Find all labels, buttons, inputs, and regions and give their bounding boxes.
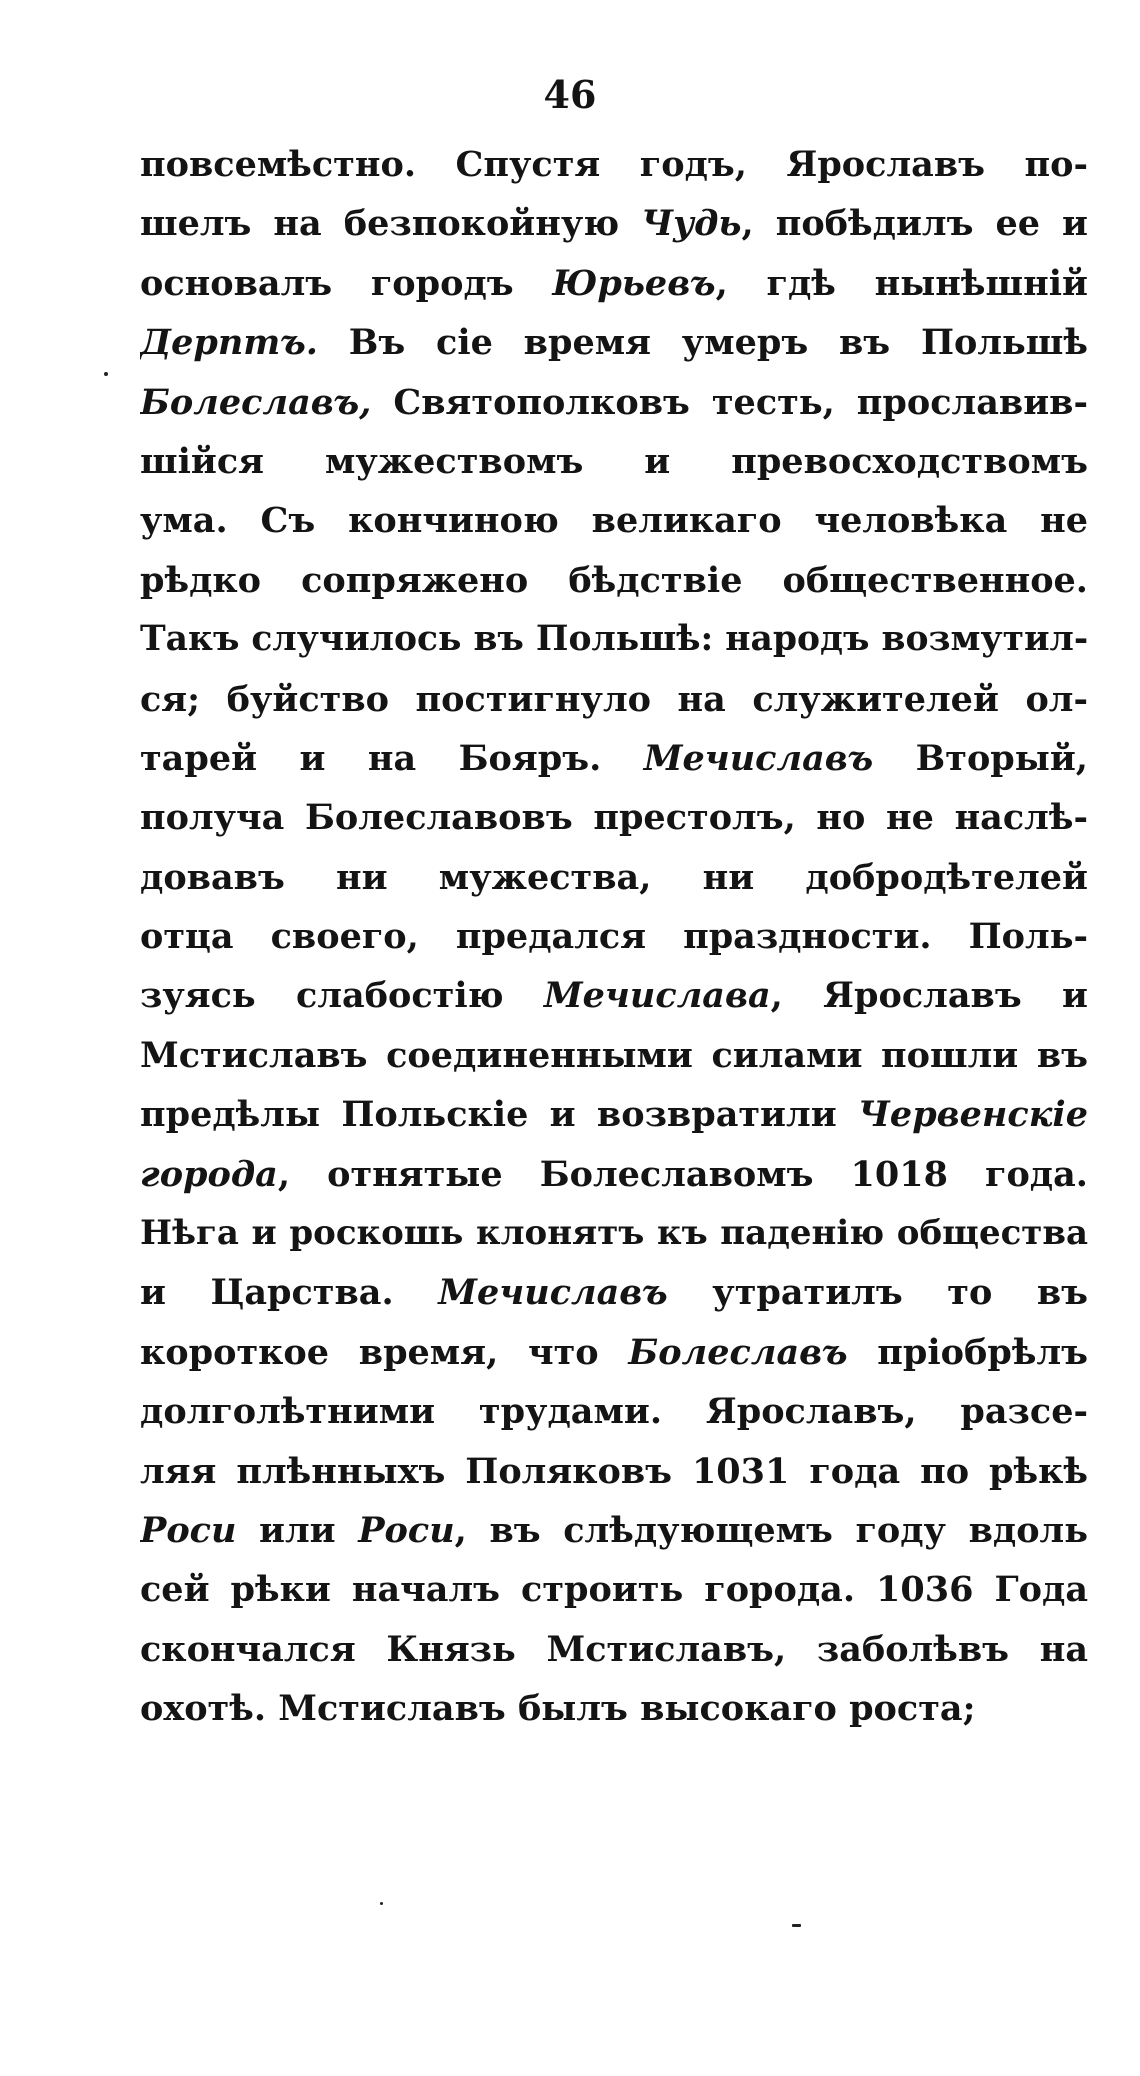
text-segment: скончался Князь Мстиславъ, заболѣвъ на <box>140 1628 1088 1670</box>
text-segment: или <box>236 1509 359 1551</box>
text-line <box>140 313 1088 372</box>
text-segment: Нѣга и роскошь клонятъ къ паденію общества <box>140 1213 1088 1254</box>
text-line <box>140 610 1088 669</box>
text-segment: долголѣтними трудами. Ярославъ, разсе- <box>140 1391 1088 1433</box>
text-segment: тарей и на Бояръ. <box>140 737 644 779</box>
text-line <box>140 1145 1088 1204</box>
text-line <box>140 1560 1088 1619</box>
text-segment: и Царства. <box>140 1272 439 1314</box>
text-segment: ума. Съ кончиною великаго человѣка не <box>140 500 1088 542</box>
text-segment: рѣдко сопряжено бѣдствіе общественное. <box>140 559 1088 601</box>
page-number: 46 <box>543 72 597 117</box>
text-line <box>140 135 1088 194</box>
text-segment: утратилъ то въ <box>667 1272 1088 1314</box>
text-segment: Вторый, <box>873 737 1088 779</box>
italic-segment: Болеславъ, <box>140 381 372 423</box>
text-segment: предѣлы Польскіе и возвратили <box>140 1094 858 1136</box>
text-line <box>140 194 1088 253</box>
text-segment: шелъ на безпокойную <box>140 203 642 245</box>
text-segment: Мстиславъ соединенными силами пошли въ <box>140 1034 1088 1076</box>
text-line <box>140 1620 1088 1679</box>
print-speck <box>792 1924 801 1927</box>
text-line <box>140 1382 1088 1441</box>
text-line <box>140 491 1088 550</box>
italic-segment: Червенскіе <box>857 1094 1088 1136</box>
text-segment: Такъ случилось въ Польшѣ: народъ возмутил- <box>140 619 1088 660</box>
text-line <box>140 1204 1088 1263</box>
text-segment: довавъ ни мужества, ни добродѣтелей <box>140 856 1088 898</box>
text-line <box>140 551 1088 610</box>
text-segment: сей рѣки началъ строить города. 1036 Года <box>140 1569 1088 1611</box>
text-line <box>140 1442 1088 1501</box>
italic-segment: Роси <box>358 1509 455 1551</box>
text-segment: короткое время, что <box>140 1331 629 1373</box>
body-text <box>140 135 1088 1739</box>
text-line <box>140 848 1088 907</box>
text-line <box>140 1679 1088 1738</box>
italic-segment: Мечиславъ <box>643 737 874 779</box>
text-segment: получа Болеславовъ престолъ, но не наслѣ- <box>140 797 1088 839</box>
text-line <box>140 1501 1088 1560</box>
text-line <box>140 254 1088 313</box>
text-line <box>140 373 1088 432</box>
text-segment: ляя плѣнныхъ Поляковъ 1031 года по рѣкѣ <box>140 1450 1088 1492</box>
text-line <box>140 788 1088 847</box>
text-line <box>140 670 1088 729</box>
text-segment: зуясь слабостію <box>140 975 544 1017</box>
text-segment: , гдѣ нынѣшній <box>715 262 1088 304</box>
text-segment: охотѣ. Мстиславъ былъ высокаго роста; <box>140 1688 976 1730</box>
italic-segment: Мечиславъ <box>438 1272 668 1314</box>
text-segment: отца своего, предался праздности. Поль- <box>140 916 1088 958</box>
text-line <box>140 1085 1088 1144</box>
text-line <box>140 729 1088 788</box>
text-segment: пріобрѣлъ <box>847 1331 1088 1373</box>
italic-segment: Роси <box>140 1509 237 1551</box>
text-segment: Святополковъ тесть, прославив- <box>371 381 1088 423</box>
text-line <box>140 432 1088 491</box>
print-speck <box>380 1902 383 1905</box>
text-segment: , Ярославъ и <box>770 975 1088 1017</box>
print-speck <box>104 372 108 376</box>
text-line <box>140 1323 1088 1382</box>
italic-segment: Мечислава <box>543 975 771 1017</box>
text-segment: , побѣдилъ ее и <box>741 203 1088 245</box>
text-segment: , отнятые Болеславомъ 1018 года. <box>277 1153 1088 1195</box>
italic-segment: Чудь <box>641 203 742 245</box>
text-segment: основалъ городъ <box>140 262 553 304</box>
text-line <box>140 1026 1088 1085</box>
italic-segment: Болеславъ <box>628 1331 848 1373</box>
italic-segment: Дерптъ. <box>140 322 318 364</box>
text-line <box>140 1263 1088 1322</box>
text-segment: , въ слѣдующемъ году вдоль <box>454 1509 1088 1551</box>
text-segment: ся; буйство постигнуло на служителей ол- <box>140 678 1088 720</box>
text-line <box>140 907 1088 966</box>
italic-segment: города <box>140 1153 278 1195</box>
text-segment: шійся мужествомъ и превосходствомъ <box>140 440 1088 482</box>
text-segment: Въ сіе время умеръ въ Польшѣ <box>317 322 1088 364</box>
text-segment: повсемѣстно. Спустя годъ, Ярославъ по- <box>140 144 1088 185</box>
italic-segment: Юрьевъ <box>552 262 716 304</box>
text-line <box>140 966 1088 1025</box>
